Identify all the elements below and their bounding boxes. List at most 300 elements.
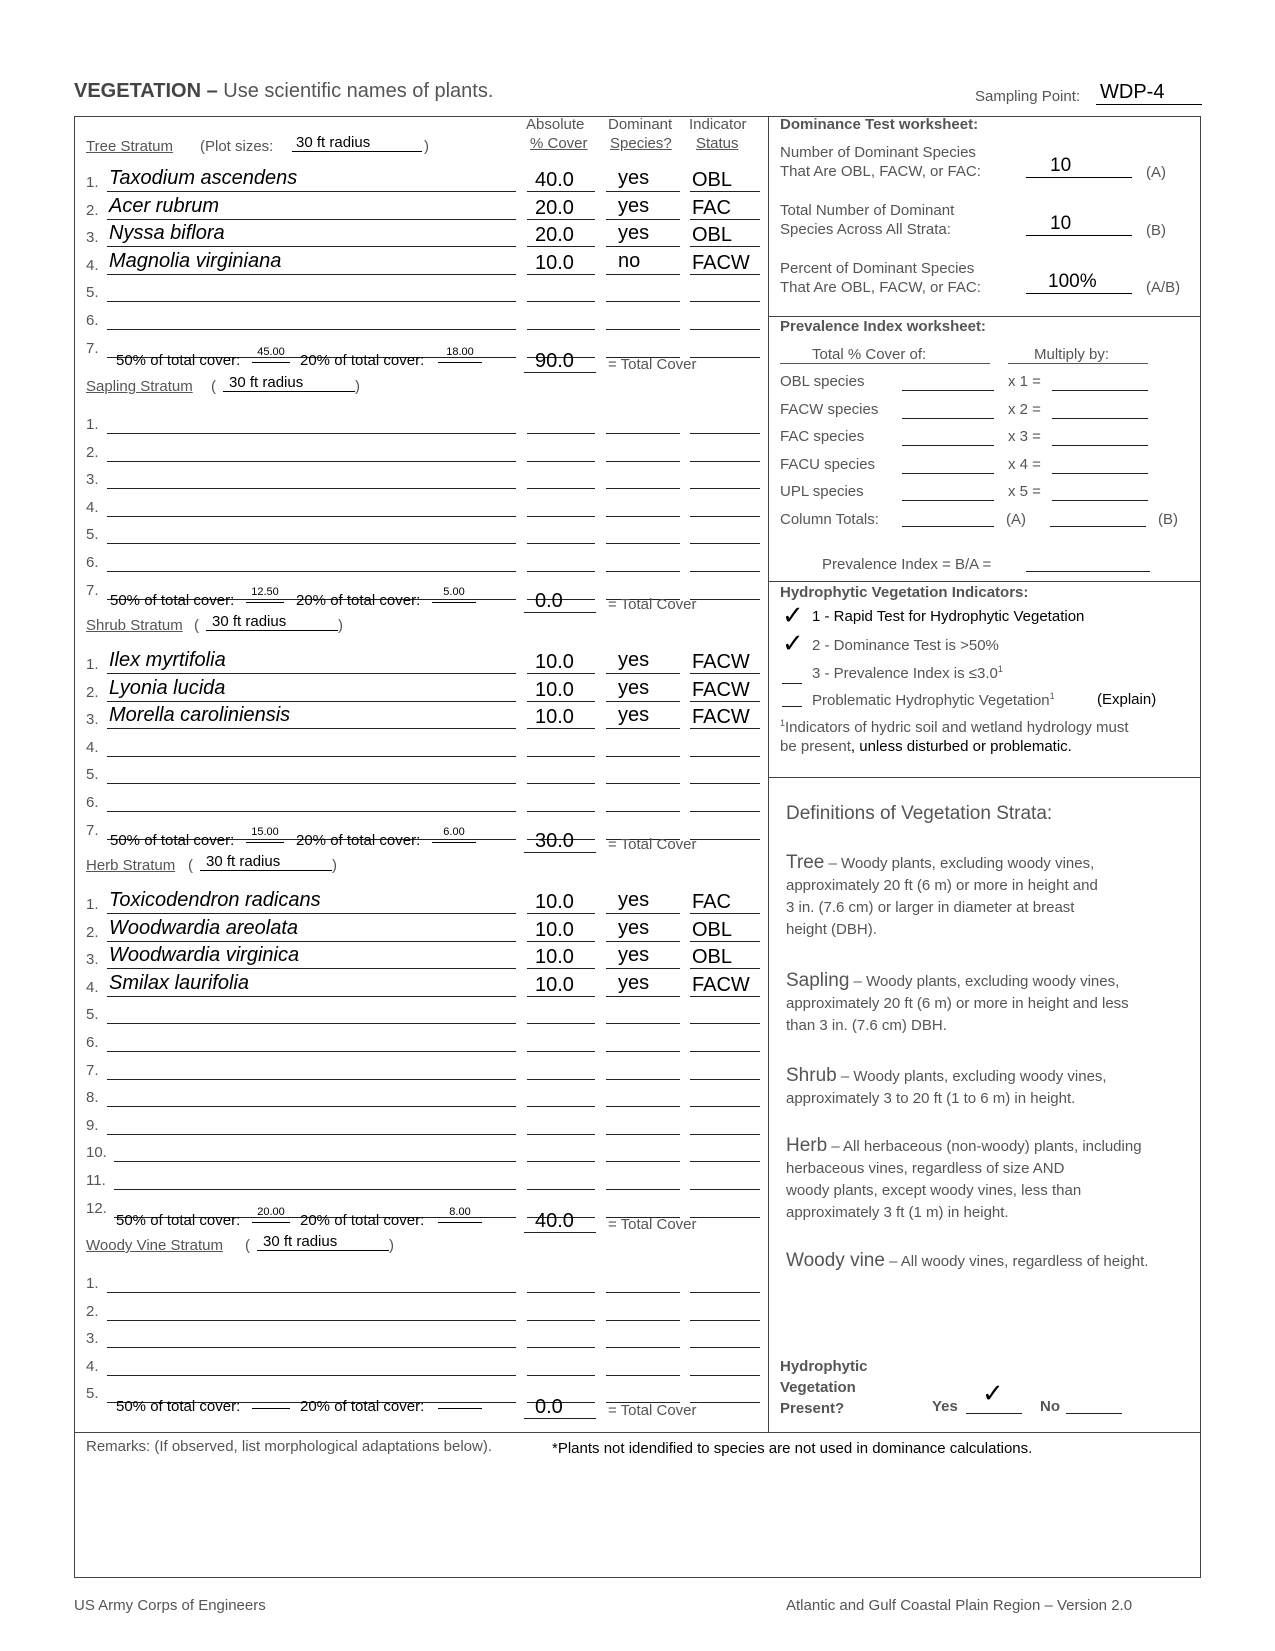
indicator-4-label	[812, 691, 1055, 709]
herb-row-11-dom-line[interactable]	[606, 1189, 680, 1190]
shrub-row-4-name-line[interactable]	[107, 756, 516, 757]
herb-row-9-cover-line[interactable]	[527, 1134, 595, 1135]
sapling-row-1-ind-line[interactable]	[690, 433, 760, 434]
tree-row-1-indicator[interactable]: OBL	[692, 169, 733, 191]
def-tree-l4: height (DBH).	[786, 921, 877, 938]
herb-row-1-cover[interactable]: 10.0	[535, 891, 574, 913]
herb-row-2-name-line[interactable]	[107, 941, 516, 942]
dominance-b-l2: Species Across All Strata:	[780, 221, 951, 238]
present-l3: Present?	[780, 1400, 845, 1417]
herb-row-5-name-line[interactable]	[107, 1023, 516, 1024]
shrub-plot-value[interactable]: 30 ft radius	[206, 613, 338, 631]
prevalence-row-3-mult: x 3 =	[1008, 428, 1041, 445]
prevalence-row-5-result-line[interactable]	[1052, 500, 1148, 501]
vine-twenty-value[interactable]	[438, 1392, 482, 1409]
herb-row-2-species[interactable]: Woodwardia areolata	[109, 916, 298, 939]
indicator-explain: (Explain)	[1097, 691, 1157, 708]
shrub-row-1-cover[interactable]: 10.0	[535, 651, 574, 673]
indicator-2-check[interactable]: ✓	[782, 628, 804, 658]
shrub-row-1-dominant[interactable]: yes	[618, 649, 650, 671]
present-yes-check[interactable]: ✓	[982, 1378, 1004, 1408]
def-herb-l4: approximately 3 ft (1 m) in height.	[786, 1204, 1009, 1221]
sapling-row-4-cover-line[interactable]	[527, 516, 595, 517]
sapling-row-6-name-line[interactable]	[107, 571, 516, 572]
herb-row-2-dom-line[interactable]	[606, 941, 680, 942]
vine-row-4-cover-line[interactable]	[527, 1375, 595, 1376]
prevalence-row-2-result-line[interactable]	[1052, 418, 1148, 419]
indicator-note-2b: , unless disturbed or problematic.	[850, 738, 1072, 755]
prevalence-row-3-cover-line[interactable]	[902, 445, 994, 446]
shrub-label: Shrub Stratum	[86, 617, 183, 634]
tree-row-7-ind-line[interactable]	[690, 357, 760, 358]
vine-fifty-value[interactable]	[252, 1392, 290, 1409]
herb-row-10-number: 10.	[86, 1144, 107, 1162]
herb-row-1-indicator[interactable]: FAC	[692, 891, 731, 913]
col-indicator-l2: Status	[696, 135, 739, 152]
def-herb	[786, 1135, 1142, 1224]
vine-row-4-ind-line[interactable]	[690, 1375, 760, 1376]
col-absolute-l1: Absolute	[526, 116, 585, 133]
sapling-total-value[interactable]: 0.0	[535, 590, 563, 612]
sapling-row-2-ind-line[interactable]	[690, 461, 760, 462]
shrub-row-3-species[interactable]: Morella caroliniensis	[109, 704, 291, 727]
herb-row-1-dom-line[interactable]	[606, 913, 680, 914]
def-shrub-l2: approximately 3 to 20 ft (1 to 6 m) in height.	[786, 1090, 1076, 1107]
vine-row-2-cover-line[interactable]	[527, 1320, 595, 1321]
tree-row-7-number: 7.	[86, 339, 99, 357]
remarks-label: Remarks: (If observed, list morphological adaptations below).	[86, 1438, 493, 1455]
tree-row-1-dominant[interactable]: yes	[618, 167, 650, 189]
dominance-ab-l2: That Are OBL, FACW, or FAC:	[780, 279, 981, 296]
vine-row-1-cover-line[interactable]	[527, 1292, 595, 1293]
sampling-point-label: Sampling Point:	[975, 88, 1081, 105]
prevalence-row-1-cover-line[interactable]	[902, 390, 994, 391]
sapling-row-4-ind-line[interactable]	[690, 516, 760, 517]
sapling-plot-value[interactable]: 30 ft radius	[223, 374, 355, 392]
herb-total-value[interactable]: 40.0	[535, 1210, 574, 1232]
herb-row-9-dom-line[interactable]	[606, 1134, 680, 1135]
dominance-b-value[interactable]: 10	[1026, 213, 1132, 236]
prevalence-row-4-result-line[interactable]	[1052, 473, 1148, 474]
herb-twenty-value[interactable]: 8.00	[438, 1206, 482, 1223]
prevalence-row-2-label: FACW species	[780, 400, 879, 418]
herb-row-3-species[interactable]: Woodwardia virginica	[109, 944, 300, 967]
shrub-row-3-name-line[interactable]	[107, 728, 516, 729]
tree-row-6-cover-line[interactable]	[527, 329, 595, 330]
tree-row-4-indicator[interactable]: FACW	[692, 251, 750, 274]
prevalence-row-5-cover-line[interactable]	[902, 500, 994, 501]
shrub-row-2-dominant[interactable]: yes	[618, 676, 650, 699]
tree-row-3-dominant[interactable]: yes	[618, 222, 650, 245]
herb-row-5-dom-line[interactable]	[606, 1023, 680, 1024]
tree-row-5-name-line[interactable]	[107, 301, 516, 302]
herb-row-4-dom-line[interactable]	[606, 996, 680, 997]
shrub-twenty-value[interactable]: 6.00	[432, 826, 476, 843]
vine-row-1-dom-line[interactable]	[606, 1292, 680, 1293]
tree-row-3-dom-line[interactable]	[606, 246, 680, 247]
dominance-divider	[768, 316, 1201, 317]
herb-row-5-number: 5.	[86, 1006, 99, 1024]
shrub-row-2-dom-line[interactable]	[606, 701, 680, 702]
tree-row-2-dom-line[interactable]	[606, 219, 680, 220]
shrub-row-5-dom-line[interactable]	[606, 783, 680, 784]
tree-row-6-name-line[interactable]	[107, 329, 516, 330]
indicator-1-label: 1 - Rapid Test for Hydrophytic Vegetation	[812, 608, 1085, 625]
herb-row-9-number: 9.	[86, 1116, 99, 1134]
shrub-row-4-cover-line[interactable]	[527, 756, 595, 757]
vine-row-1-ind-line[interactable]	[690, 1292, 760, 1293]
herb-row-11-ind-line[interactable]	[690, 1189, 760, 1190]
prevalence-totals-label: Column Totals:	[780, 511, 879, 528]
sapling-row-3-cover-line[interactable]	[527, 488, 595, 489]
sampling-point-value[interactable]: WDP-4	[1096, 81, 1202, 105]
tree-row-3-indicator[interactable]: OBL	[692, 224, 733, 247]
indicator-3-sup: 1	[997, 664, 1003, 674]
herb-fifty-value[interactable]: 20.00	[252, 1206, 290, 1223]
herb-row-3-cover[interactable]: 10.0	[535, 946, 574, 969]
def-tree-l2: approximately 20 ft (6 m) or more in height and	[786, 877, 1098, 894]
vine-total-value[interactable]: 0.0	[535, 1396, 563, 1418]
sapling-row-3-ind-line[interactable]	[690, 488, 760, 489]
tree-row-1-name-line[interactable]	[107, 191, 516, 192]
prevalence-index-label: Prevalence Index = B/A =	[822, 556, 992, 573]
prevalence-total-b-line[interactable]	[1050, 526, 1146, 527]
prevalence-row-4-cover-line[interactable]	[902, 473, 994, 474]
indicator-4-checkbox[interactable]	[782, 706, 802, 707]
herb-row-9-name-line[interactable]	[107, 1134, 516, 1135]
def-tree-term: Tree	[786, 852, 825, 873]
tree-row-5-dom-line[interactable]	[606, 301, 680, 302]
herb-row-6-number: 6.	[86, 1034, 99, 1051]
herb-row-2-cover[interactable]: 10.0	[535, 918, 574, 941]
shrub-row-6-ind-line[interactable]	[690, 811, 760, 812]
herb-row-1-name-line[interactable]	[107, 913, 516, 914]
herb-row-8-ind-line[interactable]	[690, 1106, 760, 1107]
herb-row-3-indicator[interactable]: OBL	[692, 946, 733, 969]
shrub-twenty-label: 20% of total cover:	[296, 832, 421, 849]
tree-row-4-dominant[interactable]: no	[618, 249, 641, 272]
tree-row-5-cover-line[interactable]	[527, 301, 595, 302]
tree-row-2-number: 2.	[86, 201, 99, 219]
vine-row-3-ind-line[interactable]	[690, 1347, 760, 1348]
tree-row-6-number: 6.	[86, 312, 99, 329]
shrub-row-7-ind-line[interactable]	[690, 839, 760, 840]
shrub-close: )	[338, 617, 343, 634]
shrub-row-4-ind-line[interactable]	[690, 756, 760, 757]
tree-row-3-species[interactable]: Nyssa biflora	[109, 222, 225, 245]
sapling-twenty-value[interactable]: 5.00	[432, 586, 476, 603]
herb-row-4-indicator[interactable]: FACW	[692, 973, 750, 996]
tree-row-4-name-line[interactable]	[107, 274, 516, 275]
sapling-row-3-name-line[interactable]	[107, 488, 516, 489]
herb-total-label: = Total Cover	[608, 1216, 697, 1233]
col-dominant-l1: Dominant	[608, 116, 673, 133]
def-herb-l3: woody plants, except woody vines, less than	[786, 1182, 1082, 1199]
herb-row-4-name-line[interactable]	[107, 996, 516, 997]
indicators-title: Hydrophytic Vegetation Indicators:	[780, 584, 1029, 601]
indicator-note-l1	[780, 718, 1129, 736]
indicator-note-2a: be present	[780, 738, 851, 755]
herb-row-7-name-line[interactable]	[107, 1079, 516, 1080]
herb-row-6-name-line[interactable]	[107, 1051, 516, 1052]
sapling-row-5-number: 5.	[86, 526, 99, 544]
vine-row-5-ind-line[interactable]	[690, 1402, 760, 1403]
vine-row-1-name-line[interactable]	[107, 1292, 516, 1293]
tree-fifty-label: 50% of total cover:	[116, 352, 241, 369]
herb-row-4-cover[interactable]: 10.0	[535, 973, 574, 996]
def-sap-l2: approximately 20 ft (6 m) or more in height and less	[786, 995, 1129, 1012]
vine-row-3-name-line[interactable]	[107, 1347, 516, 1348]
herb-row-3-dominant[interactable]: yes	[618, 944, 650, 967]
vine-row-2-ind-line[interactable]	[690, 1320, 760, 1321]
sapling-row-5-name-line[interactable]	[107, 543, 516, 544]
herb-row-6-ind-line[interactable]	[690, 1051, 760, 1052]
herb-row-10-name-line[interactable]	[114, 1161, 516, 1162]
tree-row-1-species[interactable]: Taxodium ascendens	[109, 167, 298, 189]
prevalence-row-1-label: OBL species	[780, 373, 865, 390]
shrub-fifty-value[interactable]: 15.00	[246, 826, 284, 843]
sapling-row-2-dom-line[interactable]	[606, 461, 680, 462]
shrub-row-4-dom-line[interactable]	[606, 756, 680, 757]
herb-row-8-name-line[interactable]	[107, 1106, 516, 1107]
dominance-b-tag: (B)	[1146, 222, 1166, 239]
sapling-row-6-dom-line[interactable]	[606, 571, 680, 572]
sapling-fifty-label: 50% of total cover:	[110, 592, 235, 609]
remarks-divider	[74, 1432, 1201, 1433]
sapling-row-5-ind-line[interactable]	[690, 543, 760, 544]
sapling-row-4-dom-line[interactable]	[606, 516, 680, 517]
herb-row-11-name-line[interactable]	[114, 1189, 516, 1190]
def-herb-l2: herbaceous vines, regardless of size AND	[786, 1160, 1065, 1177]
herb-row-6-cover-line[interactable]	[527, 1051, 595, 1052]
herb-row-4-species[interactable]: Smilax laurifolia	[109, 971, 250, 994]
indicator-1-check[interactable]: ✓	[782, 600, 804, 630]
shrub-row-1-indicator[interactable]: FACW	[692, 651, 750, 673]
dominance-a-value[interactable]: 10	[1026, 155, 1132, 178]
tree-row-1-cover[interactable]: 40.0	[535, 169, 574, 191]
shrub-row-4-number: 4.	[86, 738, 99, 756]
present-no-line[interactable]	[1066, 1413, 1122, 1414]
tree-row-5-ind-line[interactable]	[690, 301, 760, 302]
prevalence-row-3-result-line[interactable]	[1052, 445, 1148, 446]
vine-row-4-dom-line[interactable]	[606, 1375, 680, 1376]
prevalence-row-1-result-line[interactable]	[1052, 390, 1148, 391]
shrub-row-6-dom-line[interactable]	[606, 811, 680, 812]
shrub-row-2-indicator[interactable]: FACW	[692, 678, 750, 701]
sapling-fifty-value[interactable]: 12.50	[246, 586, 284, 603]
tree-plot-label: (Plot sizes:	[200, 138, 274, 155]
indicator-3-text: 3 - Prevalence Index is ≤3.0	[812, 665, 998, 682]
prevalence-divider	[768, 581, 1201, 582]
sapling-row-5-dom-line[interactable]	[606, 543, 680, 544]
tree-row-2-name-line[interactable]	[107, 219, 516, 220]
tree-row-5-number: 5.	[86, 284, 99, 302]
prevalence-index-line[interactable]	[1026, 571, 1150, 572]
vine-total-label: = Total Cover	[608, 1402, 697, 1419]
present-yes-line[interactable]	[966, 1413, 1022, 1414]
tree-label: Tree Stratum	[86, 138, 173, 155]
shrub-row-5-number: 5.	[86, 766, 99, 784]
sapling-row-2-name-line[interactable]	[107, 461, 516, 462]
vine-row-4-name-line[interactable]	[107, 1375, 516, 1376]
indicator-note-l2	[780, 738, 1072, 755]
sapling-open: (	[211, 378, 216, 395]
herb-row-7-ind-line[interactable]	[690, 1079, 760, 1080]
vine-row-2-dom-line[interactable]	[606, 1320, 680, 1321]
tree-row-6-ind-line[interactable]	[690, 329, 760, 330]
shrub-row-3-dominant[interactable]: yes	[618, 704, 650, 727]
herb-row-10-cover-line[interactable]	[527, 1161, 595, 1162]
tree-twenty-value[interactable]: 18.00	[438, 346, 482, 363]
sapling-row-1-dom-line[interactable]	[606, 433, 680, 434]
tree-row-2-species[interactable]: Acer rubrum	[109, 194, 220, 217]
tree-row-3-name-line[interactable]	[107, 246, 516, 247]
vine-plot-value[interactable]: 30 ft radius	[257, 1233, 389, 1251]
title-bold: VEGETATION –	[74, 80, 218, 102]
shrub-open: (	[194, 617, 199, 634]
present-l1: Hydrophytic	[780, 1358, 868, 1375]
vine-open: (	[245, 1237, 250, 1254]
shrub-row-5-cover-line[interactable]	[527, 783, 595, 784]
sapling-row-3-dom-line[interactable]	[606, 488, 680, 489]
indicator-3-checkbox[interactable]	[782, 683, 802, 684]
indicator-note-sup: 1	[780, 718, 786, 728]
herb-row-2-indicator[interactable]: OBL	[692, 918, 733, 941]
vine-twenty-label: 20% of total cover:	[300, 1398, 425, 1415]
tree-total-value[interactable]: 90.0	[535, 350, 574, 372]
vine-row-3-dom-line[interactable]	[606, 1347, 680, 1348]
tree-row-4-cover[interactable]: 10.0	[535, 251, 574, 274]
sapling-row-1-name-line[interactable]	[107, 433, 516, 434]
present-yes-label: Yes	[932, 1398, 958, 1415]
sapling-row-6-ind-line[interactable]	[690, 571, 760, 572]
herb-row-7-cover-line[interactable]	[527, 1079, 595, 1080]
herb-row-6-dom-line[interactable]	[606, 1051, 680, 1052]
tree-row-4-number: 4.	[86, 256, 99, 274]
herb-row-1-species[interactable]: Toxicodendron radicans	[109, 889, 321, 911]
prevalence-row-2-cover-line[interactable]	[902, 418, 994, 419]
indicator-3-label	[812, 664, 1003, 682]
herb-row-5-cover-line[interactable]	[527, 1023, 595, 1024]
present-l2: Vegetation	[780, 1379, 856, 1396]
dominance-ab-value[interactable]: 100%	[1026, 271, 1132, 294]
sapling-row-1-number: 1.	[86, 416, 99, 433]
sapling-row-4-number: 4.	[86, 498, 99, 516]
prevalence-row-4-mult: x 4 =	[1008, 455, 1041, 473]
sapling-row-7-ind-line[interactable]	[690, 599, 760, 600]
herb-row-3-name-line[interactable]	[107, 968, 516, 969]
sapling-row-6-cover-line[interactable]	[527, 571, 595, 572]
tree-row-2-cover[interactable]: 20.0	[535, 196, 574, 219]
herb-row-3-dom-line[interactable]	[606, 968, 680, 969]
vine-row-1-number: 1.	[86, 1275, 99, 1292]
herb-plot-value[interactable]: 30 ft radius	[200, 853, 332, 871]
sapling-row-1-cover-line[interactable]	[527, 433, 595, 434]
herb-row-5-ind-line[interactable]	[690, 1023, 760, 1024]
definitions-title: Definitions of Vegetation Strata:	[786, 803, 1053, 824]
tree-row-4-dom-line[interactable]	[606, 274, 680, 275]
prevalence-total-a-tag: (A)	[1006, 511, 1026, 528]
herb-row-1-number: 1.	[86, 896, 99, 913]
col-dominant-l2: Species?	[610, 135, 672, 152]
tree-plot-value[interactable]: 30 ft radius	[292, 134, 422, 152]
sapling-row-4-name-line[interactable]	[107, 516, 516, 517]
shrub-row-3-cover[interactable]: 10.0	[535, 706, 574, 729]
sapling-row-2-number: 2.	[86, 443, 99, 461]
shrub-row-1-name-line[interactable]	[107, 673, 516, 674]
shrub-row-3-indicator[interactable]: FACW	[692, 706, 750, 729]
tree-row-1-dom-line[interactable]	[606, 191, 680, 192]
sapling-row-2-cover-line[interactable]	[527, 461, 595, 462]
column-divider	[768, 116, 769, 1432]
shrub-row-5-name-line[interactable]	[107, 783, 516, 784]
herb-row-10-ind-line[interactable]	[690, 1161, 760, 1162]
indicators-divider	[768, 777, 1201, 778]
tree-fifty-value[interactable]: 45.00	[252, 346, 290, 363]
shrub-row-1-species[interactable]: Ilex myrtifolia	[109, 649, 226, 671]
shrub-row-1-dom-line[interactable]	[606, 673, 680, 674]
herb-row-3-number: 3.	[86, 951, 99, 969]
def-shrub-term: Shrub	[786, 1065, 837, 1086]
def-sap-l1: – Woody plants, excluding woody vines,	[849, 973, 1120, 990]
vine-row-2-name-line[interactable]	[107, 1320, 516, 1321]
sapling-total-label: = Total Cover	[608, 596, 697, 613]
footer-right: Atlantic and Gulf Coastal Plain Region – Version 2.0	[786, 1597, 1133, 1614]
herb-row-4-dominant[interactable]: yes	[618, 971, 650, 994]
indicator-4-text: Problematic Hydrophytic Vegetation	[812, 692, 1050, 709]
herb-row-9-ind-line[interactable]	[690, 1134, 760, 1135]
herb-row-2-dominant[interactable]: yes	[618, 916, 650, 939]
herb-label: Herb Stratum	[86, 857, 176, 874]
def-tree-l3: 3 in. (7.6 cm) or larger in diameter at breast	[786, 899, 1075, 916]
shrub-total-value[interactable]: 30.0	[535, 830, 574, 852]
herb-close: )	[332, 857, 337, 874]
tree-row-2-dominant[interactable]: yes	[618, 194, 650, 217]
remarks-text[interactable]: *Plants not idendified to species are not used in dominance calculations.	[552, 1440, 1033, 1457]
herb-row-10-dom-line[interactable]	[606, 1161, 680, 1162]
herb-row-1-dominant[interactable]: yes	[618, 889, 650, 911]
vine-row-5-number: 5.	[86, 1385, 99, 1403]
herb-row-8-cover-line[interactable]	[527, 1106, 595, 1107]
herb-open: (	[188, 857, 193, 874]
indicator-note-text: Indicators of hydric soil and wetland hydrology must	[785, 719, 1129, 736]
prevalence-col1: Total % Cover of:	[780, 346, 990, 364]
def-herb-term: Herb	[786, 1135, 828, 1156]
herb-row-8-dom-line[interactable]	[606, 1106, 680, 1107]
dominance-ab-l1: Percent of Dominant Species	[780, 260, 975, 277]
herb-row-11-cover-line[interactable]	[527, 1189, 595, 1190]
def-sap-l3: than 3 in. (7.6 cm) DBH.	[786, 1017, 947, 1034]
sapling-row-5-cover-line[interactable]	[527, 543, 595, 544]
shrub-row-3-dom-line[interactable]	[606, 728, 680, 729]
vine-row-3-cover-line[interactable]	[527, 1347, 595, 1348]
tree-row-2-indicator[interactable]: FAC	[692, 196, 731, 219]
herb-row-7-dom-line[interactable]	[606, 1079, 680, 1080]
shrub-row-6-name-line[interactable]	[107, 811, 516, 812]
shrub-row-2-species[interactable]: Lyonia lucida	[109, 676, 226, 699]
shrub-row-2-cover[interactable]: 10.0	[535, 678, 574, 701]
shrub-row-2-name-line[interactable]	[107, 701, 516, 702]
herb-row-12-ind-line[interactable]	[690, 1217, 760, 1218]
tree-row-3-cover[interactable]: 20.0	[535, 224, 574, 247]
prevalence-title: Prevalence Index worksheet:	[780, 318, 986, 335]
tree-row-4-species[interactable]: Magnolia virginiana	[109, 249, 282, 272]
tree-row-6-dom-line[interactable]	[606, 329, 680, 330]
shrub-row-5-ind-line[interactable]	[690, 783, 760, 784]
shrub-row-6-cover-line[interactable]	[527, 811, 595, 812]
tree-plot-close: )	[424, 138, 429, 155]
prevalence-total-a-line[interactable]	[902, 526, 994, 527]
